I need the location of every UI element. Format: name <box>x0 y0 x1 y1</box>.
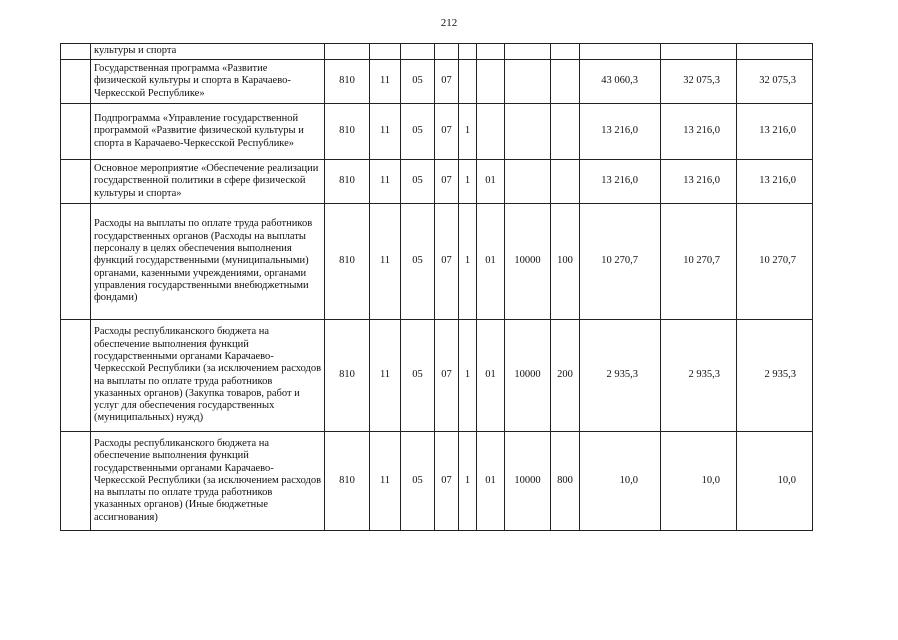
row-number-cell <box>61 44 91 60</box>
subprogram-cell <box>459 60 477 104</box>
direction-cell: 10000 <box>505 432 551 531</box>
table-row <box>61 60 813 104</box>
amount3-cell: 2 935,3 <box>737 320 813 432</box>
amount2-cell: 10 270,7 <box>661 204 737 320</box>
section-cell: 11 <box>370 204 401 320</box>
activity-cell <box>477 60 505 104</box>
name-cell: культуры и спорта <box>91 44 325 60</box>
table-row <box>61 320 813 432</box>
amount1-cell: 43 060,3 <box>580 60 661 104</box>
name-cell: Расходы на выплаты по оплате труда работников государственных органов (Расходы на выплаты персоналу в целях обеспечения выполнения функций государственными (муниципальными) органами, казенными учреждениями, органами управления государственными внебюджетными фондами) <box>91 204 325 320</box>
subsection-cell: 05 <box>401 60 435 104</box>
amount3-cell: 10 270,7 <box>737 204 813 320</box>
amount1-cell: 13 216,0 <box>580 104 661 160</box>
ministry-cell <box>325 44 370 60</box>
expense-type-cell <box>551 104 580 160</box>
table-body <box>61 44 813 531</box>
ministry-cell: 810 <box>325 60 370 104</box>
ministry-cell: 810 <box>325 320 370 432</box>
program-cell: 07 <box>435 204 459 320</box>
amount2-cell: 13 216,0 <box>661 104 737 160</box>
amount1-cell: 13 216,0 <box>580 160 661 204</box>
row-number-cell <box>61 160 91 204</box>
direction-cell <box>505 160 551 204</box>
page-number: 212 <box>440 17 458 29</box>
amount3-cell: 10,0 <box>737 432 813 531</box>
program-cell: 07 <box>435 104 459 160</box>
amount1-cell: 10,0 <box>580 432 661 531</box>
subsection-cell: 05 <box>401 432 435 531</box>
subprogram-cell: 1 <box>459 104 477 160</box>
name-cell: Расходы республиканского бюджета на обеспечение выполнения функций государственными органами Карачаево-Черкесской Республики (за исключением расходов на выплаты по оплате труда работников указанных органов) (Закупка товаров, работ и услуг для обеспечения государственных (муниципальных) нужд) <box>91 320 325 432</box>
budget-table <box>60 43 813 531</box>
activity-cell <box>477 44 505 60</box>
expense-type-cell <box>551 160 580 204</box>
subprogram-cell: 1 <box>459 432 477 531</box>
table-row <box>61 204 813 320</box>
amount3-cell: 13 216,0 <box>737 104 813 160</box>
name-cell: Расходы республиканского бюджета на обеспечение выполнения функций государственными органами Карачаево-Черкесской Республики (за исключением расходов на выплаты по оплате труда работников указанных органов) (Иные бюджетные ассигнования) <box>91 432 325 531</box>
amount2-cell: 32 075,3 <box>661 60 737 104</box>
expense-type-cell: 800 <box>551 432 580 531</box>
section-cell <box>370 44 401 60</box>
table-row <box>61 432 813 531</box>
expense-type-cell: 200 <box>551 320 580 432</box>
subsection-cell: 05 <box>401 204 435 320</box>
activity-cell: 01 <box>477 432 505 531</box>
program-cell: 07 <box>435 320 459 432</box>
section-cell: 11 <box>370 60 401 104</box>
amount3-cell: 13 216,0 <box>737 160 813 204</box>
subsection-cell: 05 <box>401 160 435 204</box>
ministry-cell: 810 <box>325 160 370 204</box>
section-cell: 11 <box>370 320 401 432</box>
expense-type-cell: 100 <box>551 204 580 320</box>
direction-cell <box>505 104 551 160</box>
section-cell: 11 <box>370 432 401 531</box>
row-number-cell <box>61 320 91 432</box>
activity-cell: 01 <box>477 204 505 320</box>
direction-cell: 10000 <box>505 204 551 320</box>
table-row <box>61 160 813 204</box>
expense-type-cell <box>551 60 580 104</box>
amount2-cell: 13 216,0 <box>661 160 737 204</box>
amount2-cell <box>661 44 737 60</box>
table-row <box>61 44 813 60</box>
expense-type-cell <box>551 44 580 60</box>
amount2-cell: 2 935,3 <box>661 320 737 432</box>
subprogram-cell <box>459 44 477 60</box>
program-cell: 07 <box>435 60 459 104</box>
subprogram-cell: 1 <box>459 204 477 320</box>
subprogram-cell: 1 <box>459 160 477 204</box>
activity-cell <box>477 104 505 160</box>
subprogram-cell: 1 <box>459 320 477 432</box>
direction-cell <box>505 60 551 104</box>
activity-cell: 01 <box>477 320 505 432</box>
program-cell: 07 <box>435 432 459 531</box>
row-number-cell <box>61 432 91 531</box>
activity-cell: 01 <box>477 160 505 204</box>
name-cell: Подпрограмма «Управление государственной программой «Развитие физической культуры и спорта в Карачаево-Черкесской Республике» <box>91 104 325 160</box>
ministry-cell: 810 <box>325 104 370 160</box>
amount1-cell: 10 270,7 <box>580 204 661 320</box>
row-number-cell <box>61 204 91 320</box>
amount1-cell <box>580 44 661 60</box>
subsection-cell: 05 <box>401 320 435 432</box>
section-cell: 11 <box>370 160 401 204</box>
direction-cell: 10000 <box>505 320 551 432</box>
subsection-cell <box>401 44 435 60</box>
direction-cell <box>505 44 551 60</box>
amount3-cell <box>737 44 813 60</box>
subsection-cell: 05 <box>401 104 435 160</box>
name-cell: Основное мероприятие «Обеспечение реализации государственной политики в сфере физической культуры и спорта» <box>91 160 325 204</box>
row-number-cell <box>61 104 91 160</box>
table-row <box>61 104 813 160</box>
amount3-cell: 32 075,3 <box>737 60 813 104</box>
section-cell: 11 <box>370 104 401 160</box>
ministry-cell: 810 <box>325 204 370 320</box>
amount1-cell: 2 935,3 <box>580 320 661 432</box>
amount2-cell: 10,0 <box>661 432 737 531</box>
program-cell: 07 <box>435 160 459 204</box>
row-number-cell <box>61 60 91 104</box>
ministry-cell: 810 <box>325 432 370 531</box>
name-cell: Государственная программа «Развитие физической культуры и спорта в Карачаево-Черкесской Республике» <box>91 60 325 104</box>
program-cell <box>435 44 459 60</box>
